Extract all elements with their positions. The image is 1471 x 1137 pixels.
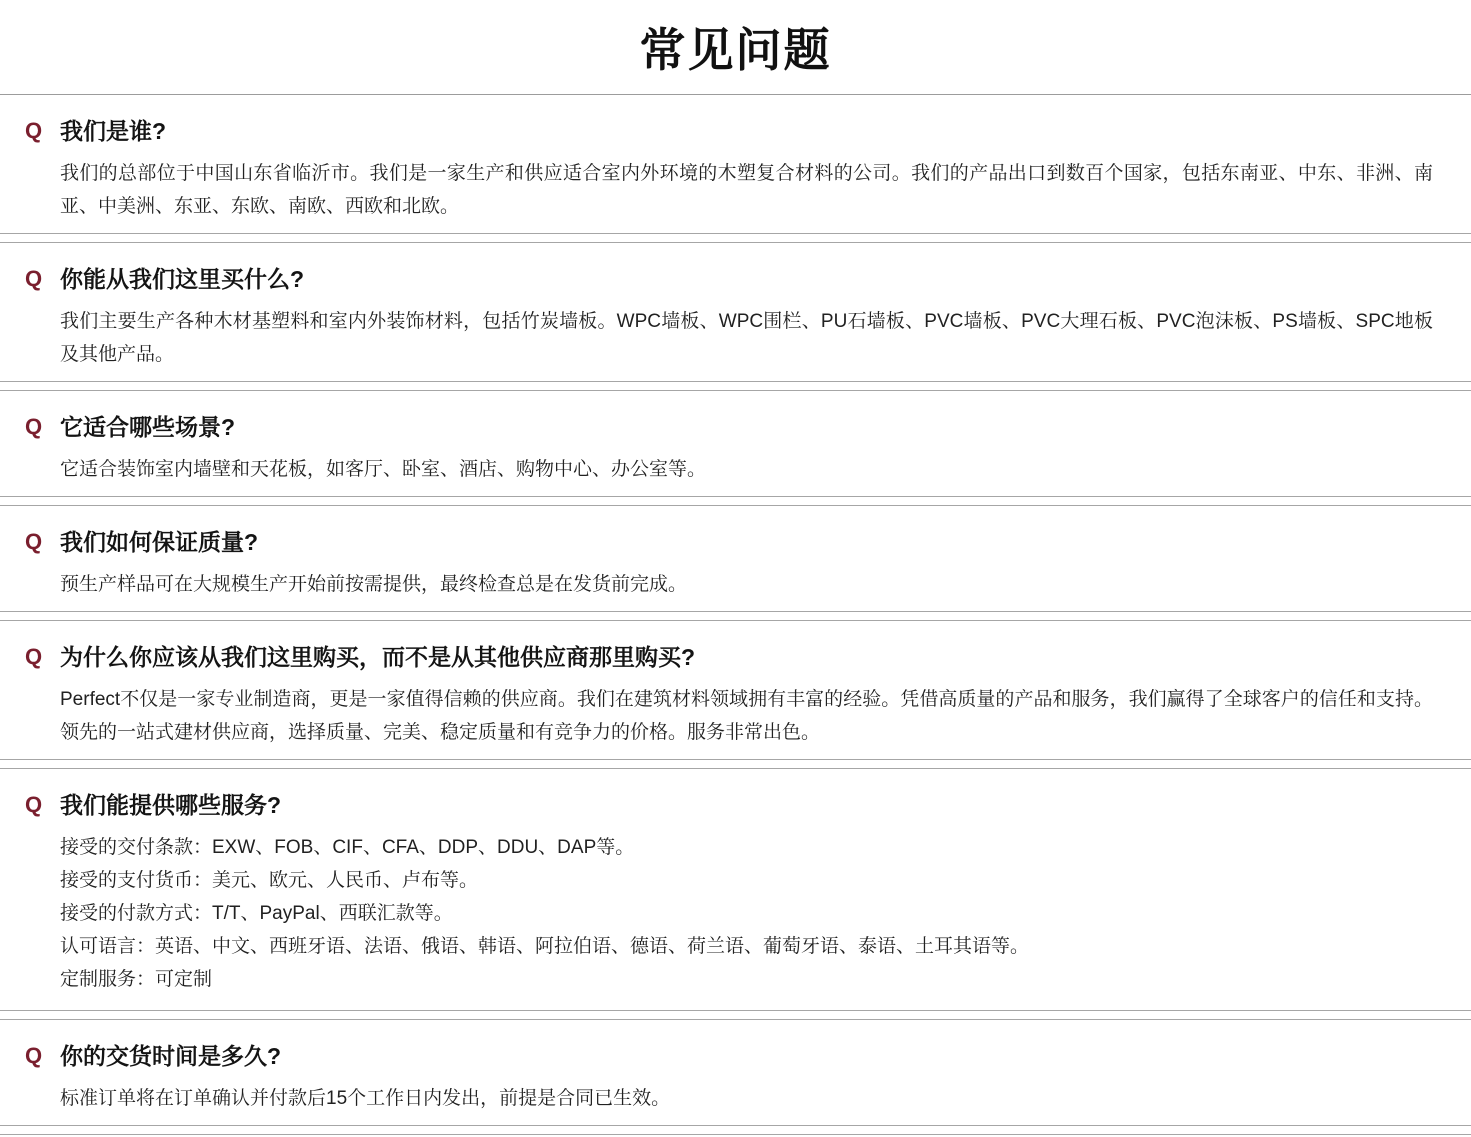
service-line-languages: 认可语言：英语、中文、西班牙语、法语、俄语、韩语、阿拉伯语、德语、荷兰语、葡萄牙语、泰语、土耳其语等。 [60, 936, 1030, 957]
page-title: 常见问题 [639, 24, 832, 76]
faq-item-quality [0, 506, 1471, 612]
question-row [25, 791, 1433, 819]
question-row [25, 413, 1433, 441]
question-row [25, 265, 1433, 293]
answer-text-multiline [60, 831, 1433, 996]
section-divider [0, 1126, 1471, 1135]
answer-text: 标准订单将在订单确认并付款后15个工作日内发出，前提是合同已生效。 [60, 1088, 671, 1109]
section-divider [0, 497, 1471, 506]
page-header [0, 0, 1471, 95]
faq-item-who-we-are [0, 95, 1471, 234]
q-marker-icon: Q [25, 792, 43, 817]
section-divider [0, 760, 1471, 769]
section-divider [0, 612, 1471, 621]
q-marker-icon: Q [25, 414, 43, 439]
q-marker-icon: Q [25, 1043, 43, 1068]
service-line-customization: 定制服务：可定制 [60, 969, 213, 990]
service-line-delivery-terms: 接受的交付条款：EXW、FOB、CIF、CFA、DDP、DDU、DAP等。 [60, 837, 635, 858]
question-title: 你能从我们这里买什么? [60, 266, 305, 292]
question-row [25, 117, 1433, 145]
service-line-payment-methods: 接受的付款方式：T/T、PayPal、西联汇款等。 [60, 903, 453, 924]
question-row [25, 1042, 1433, 1070]
faq-item-services [0, 769, 1471, 1011]
question-title: 为什么你应该从我们这里购买，而不是从其他供应商那里购买? [60, 644, 696, 670]
question-title: 你的交货时间是多久? [60, 1043, 282, 1069]
question-title: 我们是谁? [60, 118, 167, 144]
q-marker-icon: Q [25, 266, 43, 291]
question-row [25, 528, 1433, 556]
answer-text: 它适合装饰室内墙壁和天花板，如客厅、卧室、酒店、购物中心、办公室等。 [60, 459, 707, 480]
faq-item-scenarios [0, 391, 1471, 497]
faq-item-delivery-time [0, 1020, 1471, 1126]
service-line-currencies: 接受的支付货币：美元、欧元、人民币、卢布等。 [60, 870, 479, 891]
question-title: 我们能提供哪些服务? [60, 792, 282, 818]
question-title: 它适合哪些场景? [60, 414, 236, 440]
answer-text: 我们的总部位于中国山东省临沂市。我们是一家生产和供应适合室内外环境的木塑复合材料的公司。我们的产品出口到数百个国家，包括东南亚、中东、非洲、南亚、中美洲、东亚、东欧、南欧、西欧和北欧。 [60, 163, 1433, 217]
faq-item-why-buy [0, 621, 1471, 760]
q-marker-icon: Q [25, 118, 43, 143]
section-divider [0, 234, 1471, 243]
question-title: 我们如何保证质量? [60, 529, 259, 555]
answer-text: 我们主要生产各种木材基塑料和室内外装饰材料，包括竹炭墙板。WPC墙板、WPC围栏、PU石墙板、PVC墙板、PVC大理石板、PVC泡沫板、PS墙板、SPC地板及其他产品。 [60, 311, 1433, 365]
section-divider [0, 1011, 1471, 1020]
q-marker-icon: Q [25, 529, 43, 554]
faq-item-what-to-buy [0, 243, 1471, 382]
section-divider [0, 382, 1471, 391]
question-row [25, 643, 1433, 671]
q-marker-icon: Q [25, 644, 43, 669]
answer-text: Perfect不仅是一家专业制造商，更是一家值得信赖的供应商。我们在建筑材料领域拥有丰富的经验。凭借高质量的产品和服务，我们赢得了全球客户的信任和支持。领先的一站式建材供应商，选择质量、完美、稳定质量和有竞争力的价格。服务非常出色。 [60, 689, 1433, 743]
answer-text: 预生产样品可在大规模生产开始前按需提供，最终检查总是在发货前完成。 [60, 574, 688, 595]
